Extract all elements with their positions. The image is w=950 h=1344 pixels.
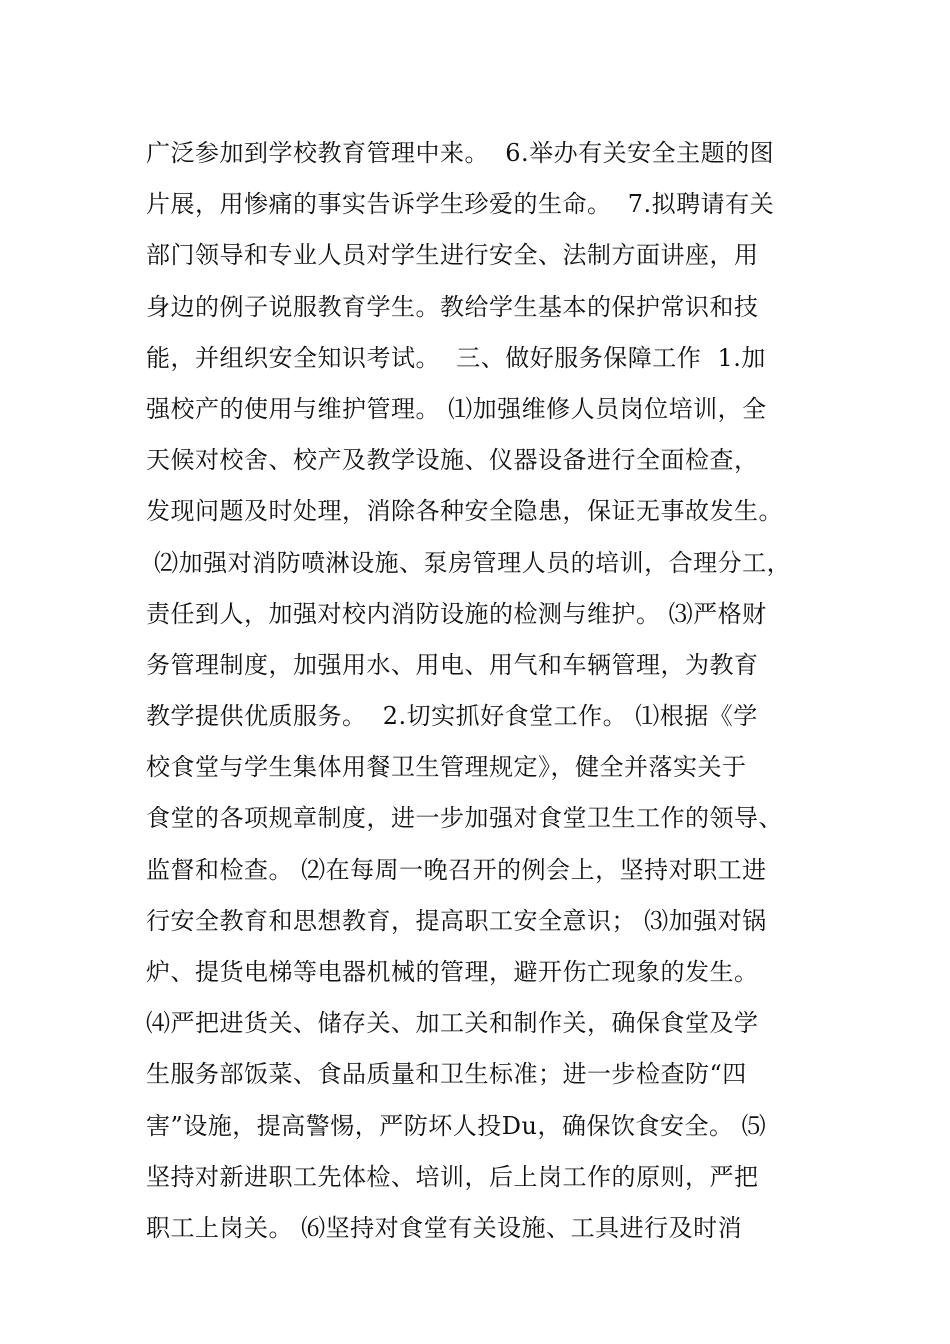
text-line: 监督和检查。 ⑵在每周一晚召开的例会上，坚持对职工进	[146, 855, 767, 884]
text-line: 能，并组织安全知识考试。 三、做好服务保障工作 1.加	[146, 343, 766, 372]
text-line: 食堂的各项规章制度，进一步加强对食堂卫生工作的领导、	[146, 804, 783, 833]
text-line: 部门领导和专业人员对学生进行安全、法制方面讲座，用	[146, 241, 759, 270]
text-line: 教学提供优质服务。 2.切实抓好食堂工作。 ⑴根据《学	[146, 702, 758, 731]
text-line: 坚持对新进职工先体检、培训，后上岗工作的原则，严把	[146, 1162, 759, 1191]
text-line: ⑷严把进货关、储存关、加工关和制作关，确保食堂及学	[146, 1009, 759, 1038]
text-line: 天候对校舍、校产及教学设施、仪器设备进行全面检查，	[146, 446, 759, 475]
text-line: 强校产的使用与维护管理。 ⑴加强维修人员岗位培训，全	[146, 394, 767, 423]
text-line: 害”设施，提高警惕，严防坏人投Du，确保饮食安全。 ⑸	[146, 1111, 767, 1140]
text-line: 校食堂与学生集体用餐卫生管理规定》，健全并落实关于	[146, 753, 747, 782]
text-line: 责任到人，加强对校内消防设施的检测与维护。 ⑶严格财	[146, 599, 767, 628]
text-line: 务管理制度，加强用水、用电、用气和车辆管理，为教育	[146, 650, 759, 679]
text-line: 片展，用惨痛的事实告诉学生珍爱的生命。 7.拟聘请有关	[146, 190, 775, 219]
text-line: 职工上岗关。 ⑹坚持对食堂有关设施、工具进行及时消	[146, 1213, 743, 1242]
text-line: 生服务部饭菜、食品质量和卫生标准；进一步检查防“四	[146, 1060, 747, 1089]
text-line: 发现问题及时处理，消除各种安全隐患，保证无事故发生。	[146, 497, 783, 526]
text-line: ⑵加强对消防喷淋设施、泵房管理人员的培训，合理分工，	[146, 548, 792, 577]
text-line: 广泛参加到学校教育管理中来。 6.举办有关安全主题的图	[146, 139, 775, 167]
body-text	[146, 128, 826, 1254]
text-line: 行安全教育和思想教育，提高职工安全意识； ⑶加强对锅	[146, 906, 767, 935]
text-line: 炉、提货电梯等电器机械的管理，避开伤亡现象的发生。	[146, 958, 759, 986]
text-line: 身边的例子说服教育学生。教给学生基本的保护常识和技	[146, 292, 759, 321]
